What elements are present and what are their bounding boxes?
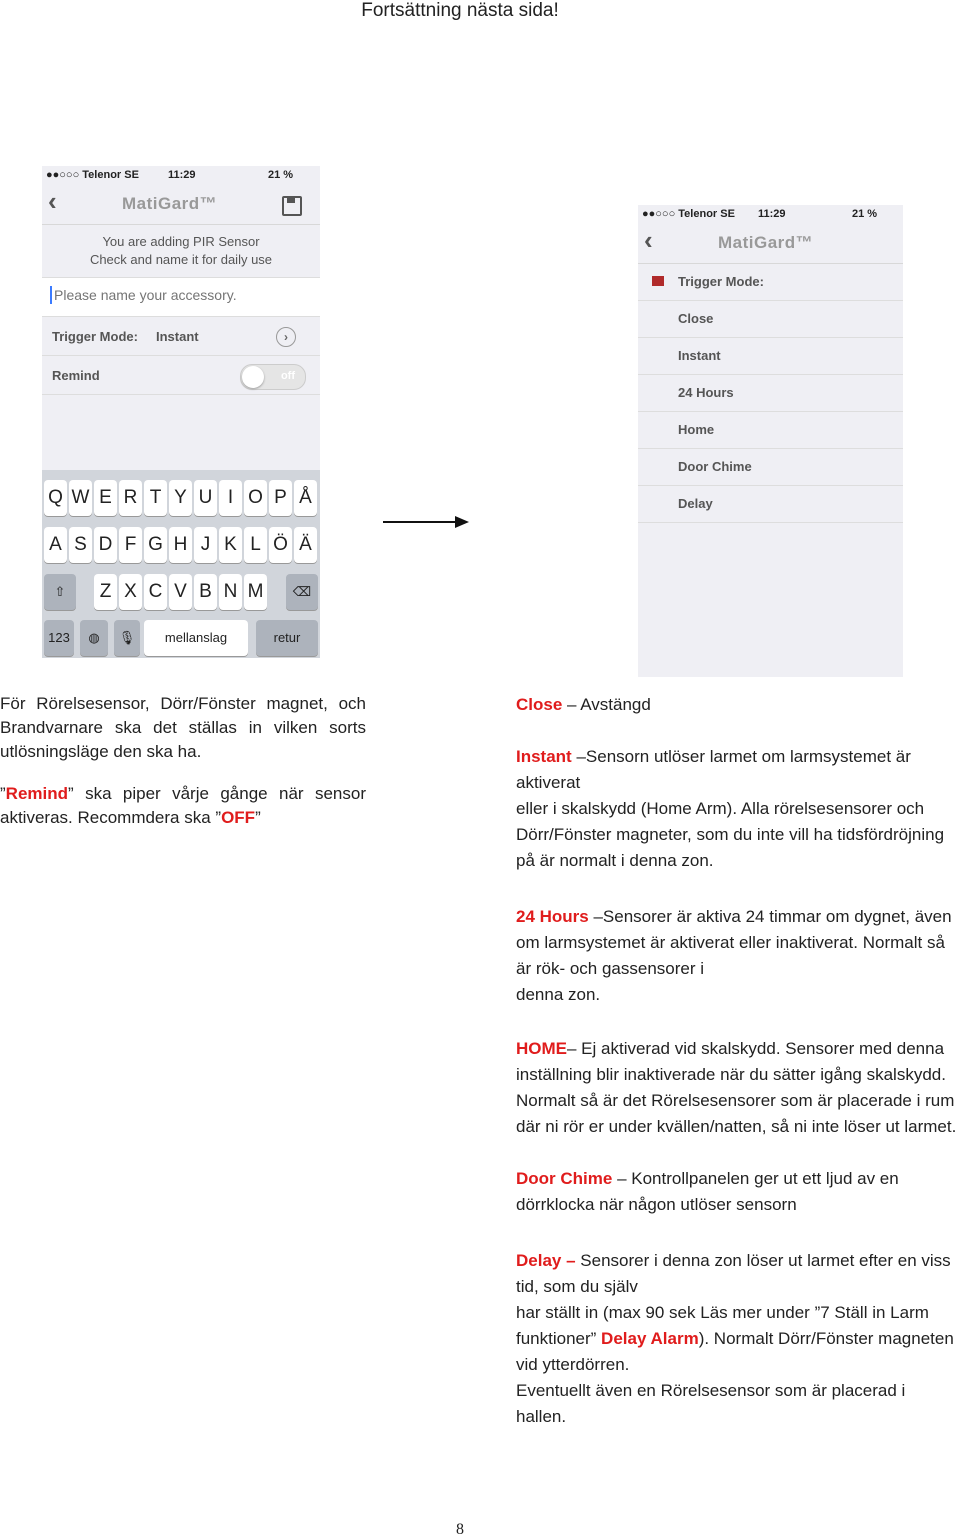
key[interactable]: B	[194, 574, 217, 610]
back-icon[interactable]: ‹	[48, 186, 57, 216]
remind-row	[42, 356, 320, 395]
backspace-key[interactable]: ⌫	[286, 574, 318, 610]
key[interactable]: J	[194, 527, 217, 563]
battery: 21 %	[852, 208, 878, 220]
key[interactable]: M	[244, 574, 267, 610]
key[interactable]: R	[119, 480, 142, 516]
matigard-logo: MatiGard™	[718, 233, 814, 252]
key[interactable]: Ö	[269, 527, 292, 563]
remind-paragraph: ”Remind” ska piper vårje gånge när sensor aktiveras. Recommdera ska ”OFF”	[0, 784, 366, 827]
page-number: 8	[456, 1521, 464, 1538]
carrier: ●●○○○ Telenor SE	[46, 169, 139, 181]
keyboard	[42, 470, 320, 658]
key[interactable]: C	[144, 574, 167, 610]
return-key[interactable]: retur	[256, 620, 318, 656]
key[interactable]: D	[94, 527, 117, 563]
clock: 11:29	[758, 208, 786, 220]
option-delay[interactable]: Delay	[638, 486, 903, 523]
key[interactable]: V	[169, 574, 192, 610]
numbers-key[interactable]: 123	[44, 620, 74, 656]
key[interactable]: Q	[44, 480, 67, 516]
microphone-icon[interactable]: 🎙	[114, 620, 140, 656]
option-close[interactable]: Close	[638, 301, 903, 338]
delay-description: Delay – Sensorer i denna zon löser ut larmet efter en viss tid, som du själv har ställt in (max 90 sek Läs mer under ”7 Ställ in Larm funktioner” Delay Alarm). Normalt Dörr/Fönster magneten vid ytterdörren. Eventuellt även en Rörelsesensor som är placerad i hallen.	[516, 1251, 954, 1426]
option-24-hours[interactable]: 24 Hours	[638, 375, 903, 412]
key[interactable]: L	[244, 527, 267, 563]
carrier: ●●○○○ Telenor SE	[642, 208, 735, 220]
status-bar	[638, 205, 903, 223]
remind-label: Remind	[52, 368, 100, 383]
matigard-logo: MatiGard™	[122, 194, 218, 213]
nav-bar	[638, 223, 903, 264]
chevron-right-icon[interactable]: ›	[276, 327, 296, 347]
key[interactable]: K	[219, 527, 242, 563]
save-icon[interactable]	[282, 196, 302, 216]
key[interactable]: S	[69, 527, 92, 563]
option-instant[interactable]: Instant	[638, 338, 903, 375]
key[interactable]: A	[44, 527, 67, 563]
nav-bar	[42, 184, 320, 225]
space-key[interactable]: mellanslag	[144, 620, 248, 656]
option-door-chime[interactable]: Door Chime	[638, 449, 903, 486]
accessory-name-input[interactable]	[50, 286, 306, 304]
phone-screenshot-trigger-mode	[638, 205, 903, 677]
trigger-mode-descriptions	[516, 692, 960, 1430]
key[interactable]: P	[269, 480, 292, 516]
key[interactable]: X	[119, 574, 142, 610]
phone-screenshot-add-sensor	[42, 166, 320, 658]
key[interactable]: G	[144, 527, 167, 563]
shift-key[interactable]: ⇧	[44, 574, 76, 610]
trigger-icon	[652, 276, 664, 286]
accessory-name-field[interactable]	[42, 277, 320, 317]
key[interactable]: E	[94, 480, 117, 516]
left-description	[0, 692, 366, 830]
key[interactable]: T	[144, 480, 167, 516]
toggle-knob	[242, 366, 264, 388]
key[interactable]: Z	[94, 574, 117, 610]
trigger-mode-label: Trigger Mode:	[52, 329, 138, 344]
key[interactable]: O	[244, 480, 267, 516]
intro-paragraph: För Rörelsesensor, Dörr/Fönster magnet, och Brandvarnare ska det ställas in vilken sorts utlösningsläge den ska ha.	[0, 694, 366, 761]
hours-description: 24 Hours –Sensorer är aktiva 24 timmar om dygnet, även om larmsystemet är aktiverat eller inaktiverat. Normalt så är rök- och gassensorer i denna zon.	[516, 907, 952, 1004]
instant-description: Instant –Sensorn utlöser larmet om larmsystemet är aktiverat eller i skalskydd (Home Arm). Alla rörelsesensorer och Dörr/Fönster magneter, som du inte vill ha tidsfördröjning på är normalt i denna zon.	[516, 747, 945, 870]
key[interactable]: Y	[169, 480, 192, 516]
key[interactable]: Ä	[294, 527, 317, 563]
globe-icon[interactable]: ◍	[80, 620, 108, 656]
door-chime-description: Door Chime – Kontrollpanelen ger ut ett ljud av en dörrklocka när någon utlöser sensorn	[516, 1169, 899, 1214]
page-header: Fortsättning nästa sida!	[361, 0, 559, 21]
home-description: HOME– Ej aktiverad vid skalskydd. Sensorer med denna inställning blir inaktiverade när du sätter igång skalskydd. Normalt så är det Rörelsesensorer som är placerade i rum där ni rör er under kvällen/natten, så ni inte löser ut larmet.	[516, 1039, 957, 1136]
key[interactable]: I	[219, 480, 242, 516]
option-home[interactable]: Home	[638, 412, 903, 449]
key[interactable]: N	[219, 574, 242, 610]
key[interactable]: F	[119, 527, 142, 563]
status-bar	[42, 166, 320, 184]
adding-message: You are adding PIR Sensor Check and name it for daily use	[89, 234, 273, 267]
right-arrow-icon	[383, 514, 469, 530]
back-icon[interactable]: ‹	[644, 225, 653, 255]
toggle-state: off	[280, 370, 295, 382]
trigger-mode-list	[638, 264, 903, 523]
key[interactable]: U	[194, 480, 217, 516]
key[interactable]: W	[69, 480, 92, 516]
battery: 21 %	[268, 169, 294, 181]
key[interactable]: Å	[294, 480, 317, 516]
key[interactable]: H	[169, 527, 192, 563]
trigger-mode-row[interactable]	[42, 317, 320, 356]
remind-toggle[interactable]	[240, 364, 306, 390]
close-description: Close – Avstängd	[516, 695, 651, 714]
trigger-mode-value: Instant	[156, 329, 199, 344]
trigger-mode-header: Trigger Mode:	[638, 264, 903, 301]
clock: 11:29	[168, 169, 196, 181]
